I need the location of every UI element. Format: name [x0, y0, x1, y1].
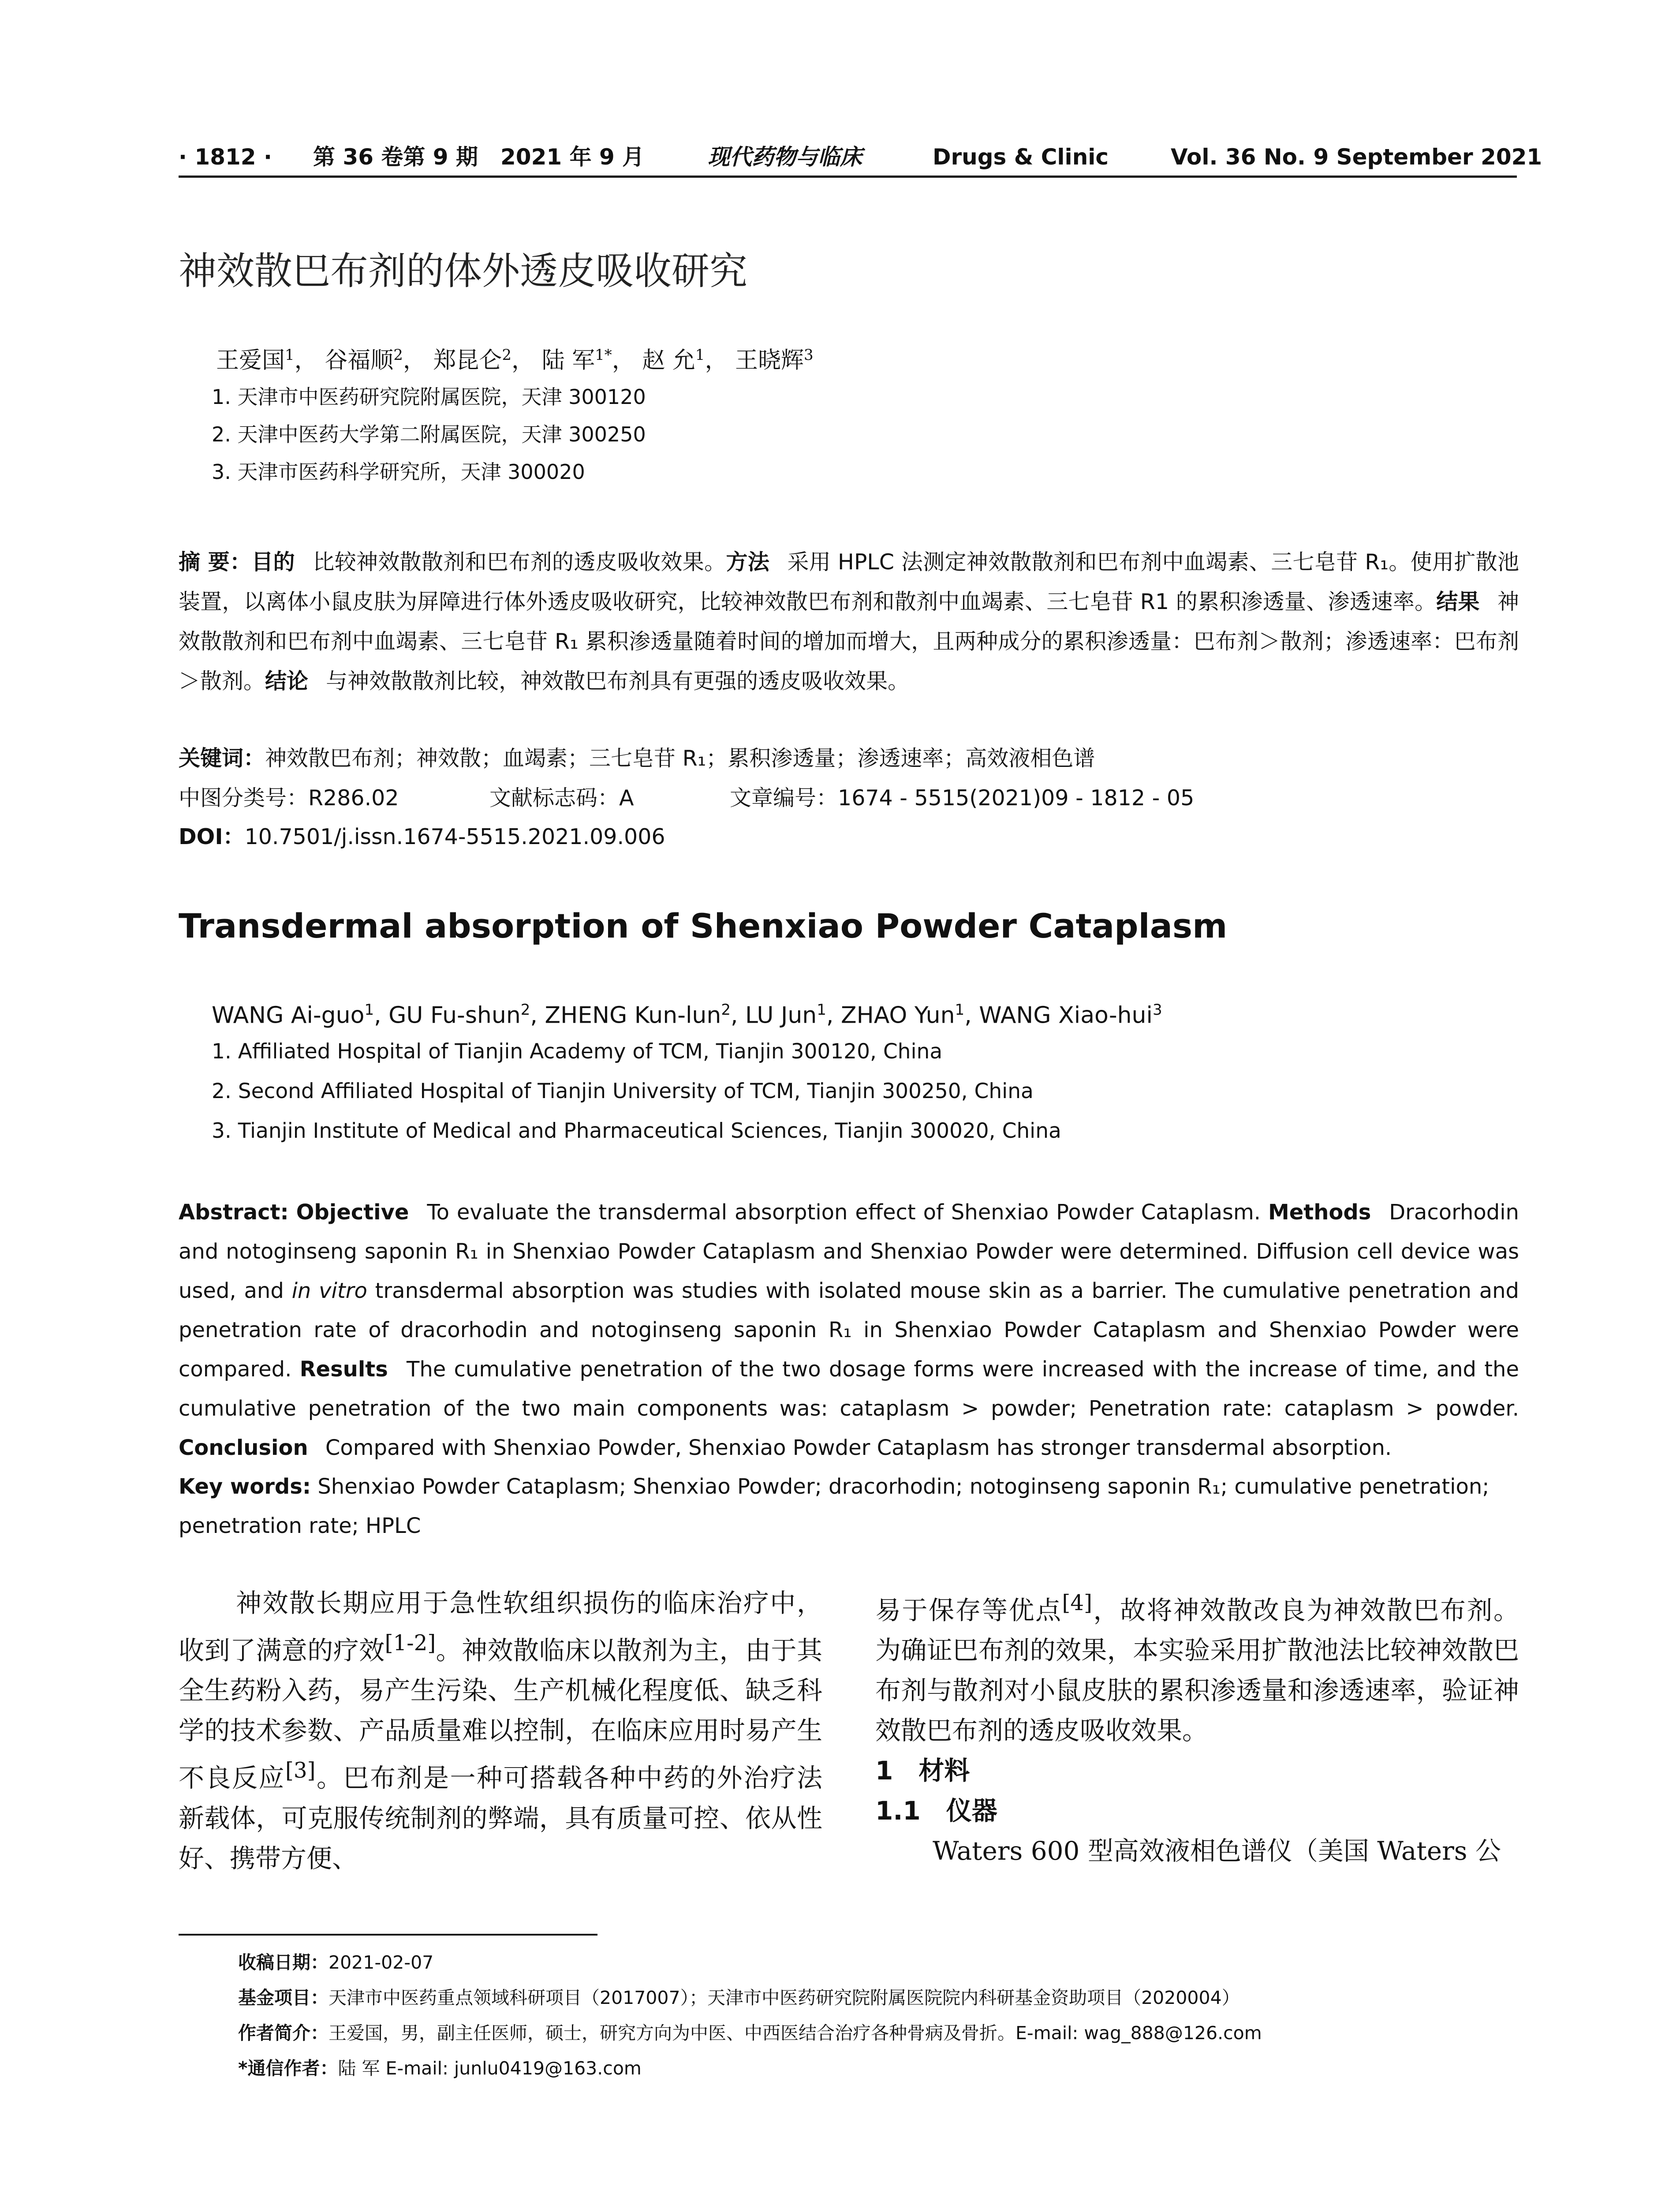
header-date-cn: 2021 年 9 月	[500, 144, 645, 170]
fund-text: 天津市中医药重点领域科研项目（2017007）；天津市中医药研究院附属医院院内科研基金资助项目（2020004）	[329, 1987, 1240, 2008]
affiliation-en: 3. Tianjin Institute of Medical and Pharmaceutical Sciences, Tianjin 300020, China	[212, 1119, 1061, 1143]
header-rule	[179, 176, 1517, 178]
author-name-en: WANG Ai-guo	[212, 1002, 365, 1029]
affiliation-en: 1. Affiliated Hospital of Tianjin Academy of TCM, Tianjin 300120, China	[212, 1039, 943, 1064]
corr-label: *通信作者：	[238, 2058, 338, 2079]
methods-text-en: Dracorhodin and notoginseng saponin R₁ in Shenxiao Powder Cataplasm and Shenxiao Powder were determined. Diffusion cell device was used, and	[179, 1200, 1519, 1303]
keywords-en	[179, 1467, 1519, 1546]
footnote-received	[238, 1949, 433, 1976]
header-page-number: · 1812 ·	[179, 144, 272, 170]
author-name-en: LU Jun	[745, 1002, 817, 1029]
body-paragraph: Waters 600 型高效液相色谱仪（美国 Waters 公	[933, 1836, 1501, 1866]
doc-code-value: A	[619, 785, 634, 811]
header-issue-cn: 第 36 卷第 9 期	[313, 144, 478, 170]
author-name: 赵 允	[642, 347, 695, 374]
objective-label-en: Objective	[296, 1200, 409, 1225]
authors-cn: 王爱国$^1$， 谷福顺$^2$， 郑昆仑$^2$， 陆 军$^{1*}$， 赵 允$^1$， 王晓辉$^3$	[216, 346, 814, 374]
citation-ref: [4]	[1062, 1591, 1092, 1615]
conclusion-text: 与神效散散剂比较，神效散巴布剂具有更强的透皮吸收效果。	[326, 669, 910, 694]
results-text: 神效散散剂和巴布剂中血竭素、三七皂苷 R₁ 累积渗透量随着时间的增加而增大，且两种成分的累积渗透量：巴布剂＞散剂；渗透速率：巴布剂＞散剂。	[179, 589, 1519, 694]
keywords-en-text: Shenxiao Powder Cataplasm; Shenxiao Powder; dracorhodin; notoginseng saponin R₁; cumulative penetration; penetration rate; HPLC	[179, 1474, 1490, 1538]
author-name: 陆 军	[541, 347, 595, 374]
results-label: 结果	[1436, 589, 1480, 614]
affiliation-cn: 1. 天津市中医药研究院附属医院，天津 300120	[212, 385, 646, 409]
body-paragraph	[179, 1583, 822, 1879]
objective-label: 目的	[251, 549, 295, 575]
doc-code	[489, 785, 634, 811]
body-text: 。巴布剂是一种可搭载各种中药的外治疗法新载体，可克服传统制剂的弊端，具有质量可控、依从性好、携带方便、	[179, 1763, 822, 1873]
keywords-en-label: Key words:	[179, 1474, 311, 1499]
author-sup: 1	[695, 346, 705, 364]
body-text: 神效散长期应用于急性软组织损伤的临床治疗中，收到了满意的疗效	[179, 1588, 822, 1666]
body-right-column	[875, 1583, 1519, 1871]
footnote-corresponding	[238, 2055, 642, 2082]
bio-label: 作者简介：	[238, 2022, 329, 2044]
doc-code-label: 文献标志码：	[489, 785, 620, 811]
keywords-cn-label: 关键词：	[179, 746, 265, 771]
affiliation-en: 2. Second Affiliated Hospital of Tianjin University of TCM, Tianjin 300250, China	[212, 1079, 1034, 1103]
methods-label-en: Methods	[1268, 1200, 1371, 1225]
received-date: 2021-02-07	[329, 1952, 434, 1973]
author-sup: 1*	[595, 346, 612, 364]
methods-italic-en: in vitro	[291, 1278, 367, 1303]
objective-text: 比较神效散散剂和巴布剂的透皮吸收效果。	[313, 549, 726, 575]
affiliation-cn: 2. 天津中医药大学第二附属医院，天津 300250	[212, 422, 646, 446]
fund-label: 基金项目：	[238, 1987, 329, 2008]
author-name-en: GU Fu-shun	[388, 1002, 521, 1029]
affiliation-cn: 3. 天津市医药科学研究所，天津 300020	[212, 460, 585, 484]
author-name: 谷福顺	[325, 347, 394, 374]
citation-ref: [1-2]	[385, 1631, 436, 1656]
footnote-bio	[238, 2020, 1262, 2046]
header-journal-en: Drugs & Clinic	[933, 144, 1109, 170]
classification-line	[179, 785, 399, 811]
title-cn: 神效散巴布剂的体外透皮吸收研究	[179, 249, 747, 293]
doi-value: 10.7501/j.issn.1674-5515.2021.09.006	[244, 824, 665, 849]
authors-en: WANG Ai-guo$^1$, GU Fu-shun$^2$, ZHENG Kun-lun$^2$, LU Jun$^1$, ZHAO Yun$^1$, WANG Xiao-hui$^3$	[212, 1001, 1162, 1029]
corr-text: 陆 军 E-mail: junlu0419@163.com	[338, 2058, 642, 2079]
body-text: 。神效散临床以散剂为主，由于其全生药粉入药，易产生污染、生产机械化程度低、缺乏科学的技术参数、产品质量难以控制，在临床应用时易产生不良反应	[179, 1635, 822, 1793]
objective-text-en: To evaluate the transdermal absorption effect of Shenxiao Powder Cataplasm.	[427, 1200, 1261, 1225]
author-sup-en: 2	[520, 1001, 530, 1019]
author-sup-en: 1	[955, 1001, 965, 1019]
results-label-en: Results	[299, 1357, 388, 1382]
header-issue-en: Vol. 36 No. 9 September 2021	[1171, 144, 1542, 170]
methods-text: 采用 HPLC 法测定神效散散剂和巴布剂中血竭素、三七皂苷 R₁。使用扩散池装置，以离体小鼠皮肤为屏障进行体外透皮吸收研究，比较神效散巴布剂和散剂中血竭素、三七皂苷 R1 的累积渗透量、渗透速率。	[179, 549, 1519, 614]
conclusion-text-en: Compared with Shenxiao Powder, Shenxiao Powder Cataplasm has stronger transdermal absorption.	[325, 1435, 1392, 1460]
results-text-en: The cumulative penetration of the two dosage forms were increased with the increase of time, and the cumulative penetration of the two main components was: cataplasm > powder; Penetration rate: cataplasm > powder.	[179, 1357, 1519, 1421]
author-sup-en: 1	[817, 1001, 826, 1019]
article-number	[730, 785, 1194, 811]
abstract-cn	[179, 542, 1519, 701]
section-heading: 1 材料	[875, 1756, 970, 1786]
header-journal-cn: 现代药物与临床	[708, 144, 862, 170]
author-name: 王晓辉	[735, 347, 804, 374]
keywords-cn-text: 神效散巴布剂；神效散；血竭素；三七皂苷 R₁；累积渗透量；渗透速率；高效液相色谱	[265, 746, 1095, 771]
author-sup: 3	[803, 346, 814, 364]
author-name-en: ZHAO Yun	[840, 1002, 955, 1029]
footnote-fund	[238, 1984, 1240, 2011]
author-sup: 2	[502, 346, 512, 364]
keywords-cn	[179, 745, 1095, 772]
author-name-en: WANG Xiao-hui	[979, 1002, 1153, 1029]
author-sup-en: 1	[364, 1001, 374, 1019]
clc-label: 中图分类号：	[179, 785, 309, 811]
author-name: 王爱国	[216, 347, 285, 374]
body-paragraph	[875, 1583, 1519, 1751]
body-left-column	[179, 1583, 822, 1879]
doi-line	[179, 824, 665, 850]
author-name-en: ZHENG Kun-lun	[545, 1002, 721, 1029]
title-en: Transdermal absorption of Shenxiao Powder Cataplasm	[179, 906, 1228, 946]
article-no-value: 1674 - 5515(2021)09 - 1812 - 05	[838, 785, 1195, 811]
conclusion-label: 结论	[265, 669, 309, 694]
subsection-heading: 1.1 仪器	[875, 1796, 997, 1826]
citation-ref: [3]	[285, 1758, 316, 1783]
methods-label: 方法	[726, 549, 770, 575]
author-sup: 2	[393, 346, 403, 364]
body-text: ，故将神效散改良为神效散巴布剂。为确证巴布剂的效果，本实验采用扩散池法比较神效散巴布剂与散剂对小鼠皮肤的累积渗透量和渗透速率，验证神效散巴布剂的透皮吸收效果。	[875, 1595, 1519, 1746]
author-sup-en: 3	[1152, 1001, 1162, 1019]
received-label: 收稿日期：	[238, 1952, 329, 1973]
footnote-rule	[179, 1934, 597, 1936]
clc-value: R286.02	[308, 785, 399, 811]
abstract-en-label: Abstract:	[179, 1200, 289, 1225]
abstract-cn-label: 摘 要：	[179, 549, 252, 575]
methods-text-en-2: transdermal absorption was studies with isolated mouse skin as a barrier. The cumulative penetration and penetration rate of dracorhodin and notoginseng saponin R₁ in Shenxiao Powder Cataplasm and Shenxiao Powder were compared.	[179, 1278, 1519, 1382]
body-text: 易于保存等优点	[875, 1595, 1062, 1626]
conclusion-label-en: Conclusion	[179, 1435, 308, 1460]
doi-label: DOI：	[179, 824, 245, 849]
author-sup: 1	[285, 346, 295, 364]
bio-text: 王爱国，男，副主任医师，硕士，研究方向为中医、中西医结合治疗各种骨病及骨折。E-mail: wag_888@126.com	[329, 2022, 1262, 2044]
author-sup-en: 2	[721, 1001, 731, 1019]
abstract-en	[179, 1193, 1519, 1468]
article-no-label: 文章编号：	[730, 785, 838, 811]
author-name: 郑昆仑	[433, 347, 502, 374]
